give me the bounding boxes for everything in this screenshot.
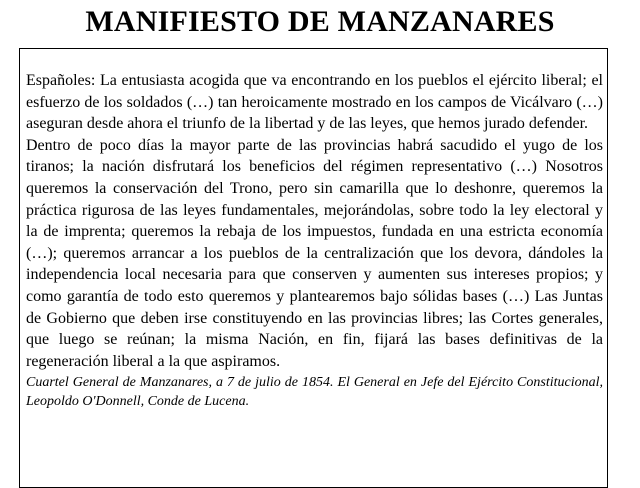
document-title: MANIFIESTO DE MANZANARES [85,5,555,38]
paragraph-body: Dentro de poco días la mayor parte de las provincias habrá sacudido el yugo de los tiranos; la nación disfrutará los beneficios del régimen representativo (…) Nosotros queremos la conservación del Trono, pero sin camarilla que lo deshonre, queremos la práctica rigurosa de las leyes fundamentales, mejorándolas, sobre todo la ley electoral y la de imprenta; queremos la rebaja de los impuestos, fundada en una estricta economía (…); queremos arrancar a los pueblos de la centralización que los devora, dándoles la independencia local necesaria para que conserven y aumenten sus intereses propios; y como garantía de todo esto queremos y plantearemos bajo sólidas bases (…) Las Juntas de Gobierno que deben irse constituyendo en las provincias libres; las Cortes generales, que luego se reúnan; la misma Nación, en fin, fijará las bases definitivas de la regeneración liberal a la que aspiramos. [26,136,603,370]
signature-line: Cuartel General de Manzanares, a 7 de julio de 1854. El General en Jefe del Ejército Constitucional, Leopoldo O'Donnell, Conde de Lucena. [26,375,603,410]
paragraph-intro: Españoles: La entusiasta acogida que va encontrando en los pueblos el ejército liberal; el esfuerzo de los soldados (…) tan heroicamente mostrado en los campos de Vicálvaro (…) aseguran desde ahora el triunfo de la libertad y de las leyes, que hemos jurado defender. [26,72,603,133]
manifesto-text-box [19,48,608,488]
